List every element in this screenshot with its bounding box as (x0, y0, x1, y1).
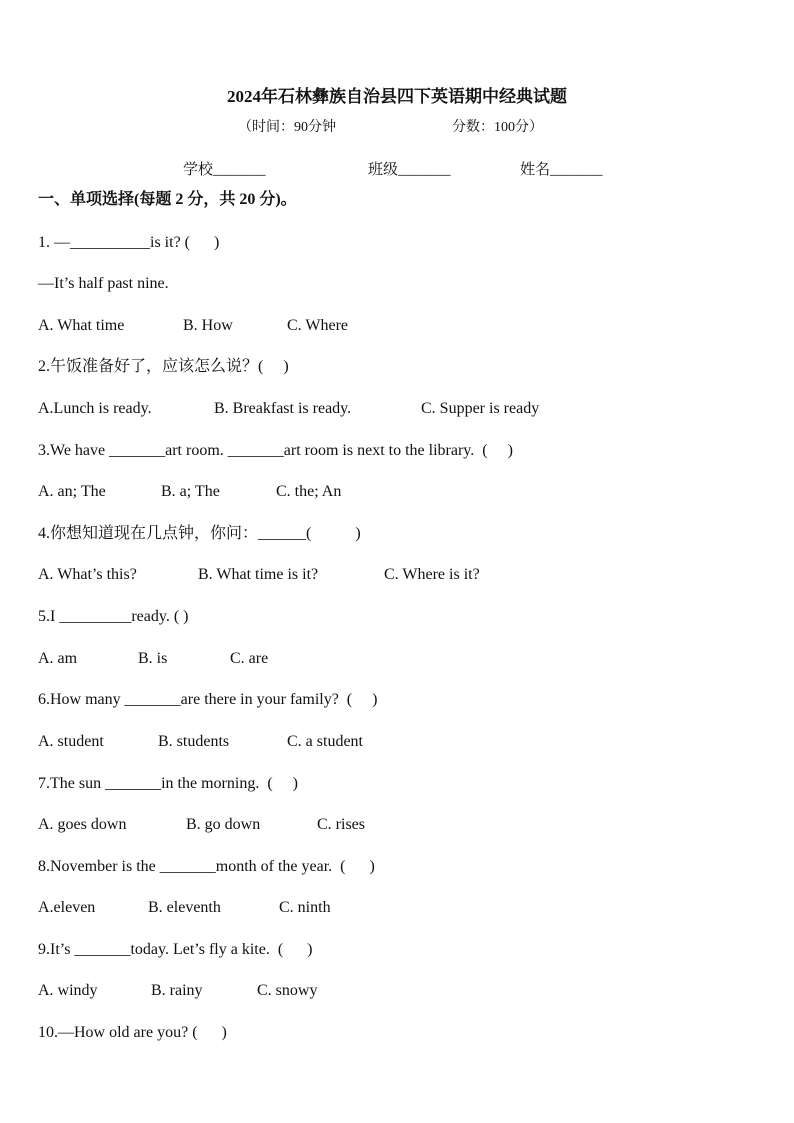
question-4-option-c: C. Where is it? (384, 566, 480, 583)
question-7-option-a: A. goes down (38, 816, 127, 833)
question-10-stem: 10.—How old are you? ( ) (38, 1024, 227, 1041)
question-8-option-c: C. ninth (279, 899, 331, 916)
question-8-option-a: A.eleven (38, 899, 96, 916)
question-1-answer-line: —It’s half past nine. (38, 275, 169, 292)
question-5-option-b: B. is (138, 650, 168, 667)
question-2-option-c: C. Supper is ready (421, 400, 540, 417)
question-3-option-c: C. the; An (276, 483, 342, 500)
question-1-option-c: C. Where (287, 317, 349, 334)
question-9-stem: 9.It’s _______today. Let’s fly a kite. ( ) (38, 941, 313, 958)
question-8-stem: 8.November is the _______month of the year. ( ) (38, 858, 375, 875)
question-8-option-b: B. eleventh (148, 899, 221, 916)
question-1-stem: 1. —__________is it? ( ) (38, 234, 220, 251)
question-6-stem: 6.How many _______are there in your family? ( ) (38, 691, 378, 708)
school-field: 学校_______ (183, 162, 266, 178)
question-5-stem: 5.I _________ready. ( ) (38, 608, 189, 625)
question-9-option-a: A. windy (38, 982, 98, 999)
question-4-option-b: B. What time is it? (198, 566, 319, 583)
question-4-stem: 4.你想知道现在几点钟，你问：______( ) (38, 525, 361, 542)
name-field: 姓名_______ (520, 162, 603, 178)
question-2-option-b: B. Breakfast is ready. (214, 400, 352, 417)
exam-title: 2024年石林彝族自治县四下英语期中经典试题 (227, 87, 567, 106)
question-6-option-a: A. student (38, 733, 104, 750)
question-4-option-a: A. What’s this? (38, 566, 137, 583)
question-7-option-c: C. rises (317, 816, 365, 833)
question-6-option-c: C. a student (287, 733, 363, 750)
question-2-stem: 2.午饭准备好了，应该怎么说？( ) (38, 358, 289, 375)
question-9-option-c: C. snowy (257, 982, 318, 999)
class-field: 班级_______ (368, 162, 451, 178)
question-1-option-b: B. How (183, 317, 233, 334)
question-2-option-a: A.Lunch is ready. (38, 400, 152, 417)
question-5-option-a: A. am (38, 650, 78, 667)
question-5-option-c: C. are (230, 650, 269, 667)
section-title: 一、单项选择(每题 2 分，共 20 分)。 (38, 191, 297, 208)
exam-score: 分数：100分） (452, 120, 543, 135)
question-3-option-a: A. an; The (38, 483, 106, 500)
question-9-option-b: B. rainy (151, 982, 203, 999)
exam-time: （时间：90分钟 (238, 120, 336, 135)
question-7-option-b: B. go down (186, 816, 261, 833)
question-1-option-a: A. What time (38, 317, 125, 334)
question-7-stem: 7.The sun _______in the morning. ( ) (38, 775, 298, 792)
question-6-option-b: B. students (158, 733, 230, 750)
question-3-stem: 3.We have _______art room. _______art room is next to the library. ( ) (38, 442, 513, 459)
question-3-option-b: B. a; The (161, 483, 220, 500)
